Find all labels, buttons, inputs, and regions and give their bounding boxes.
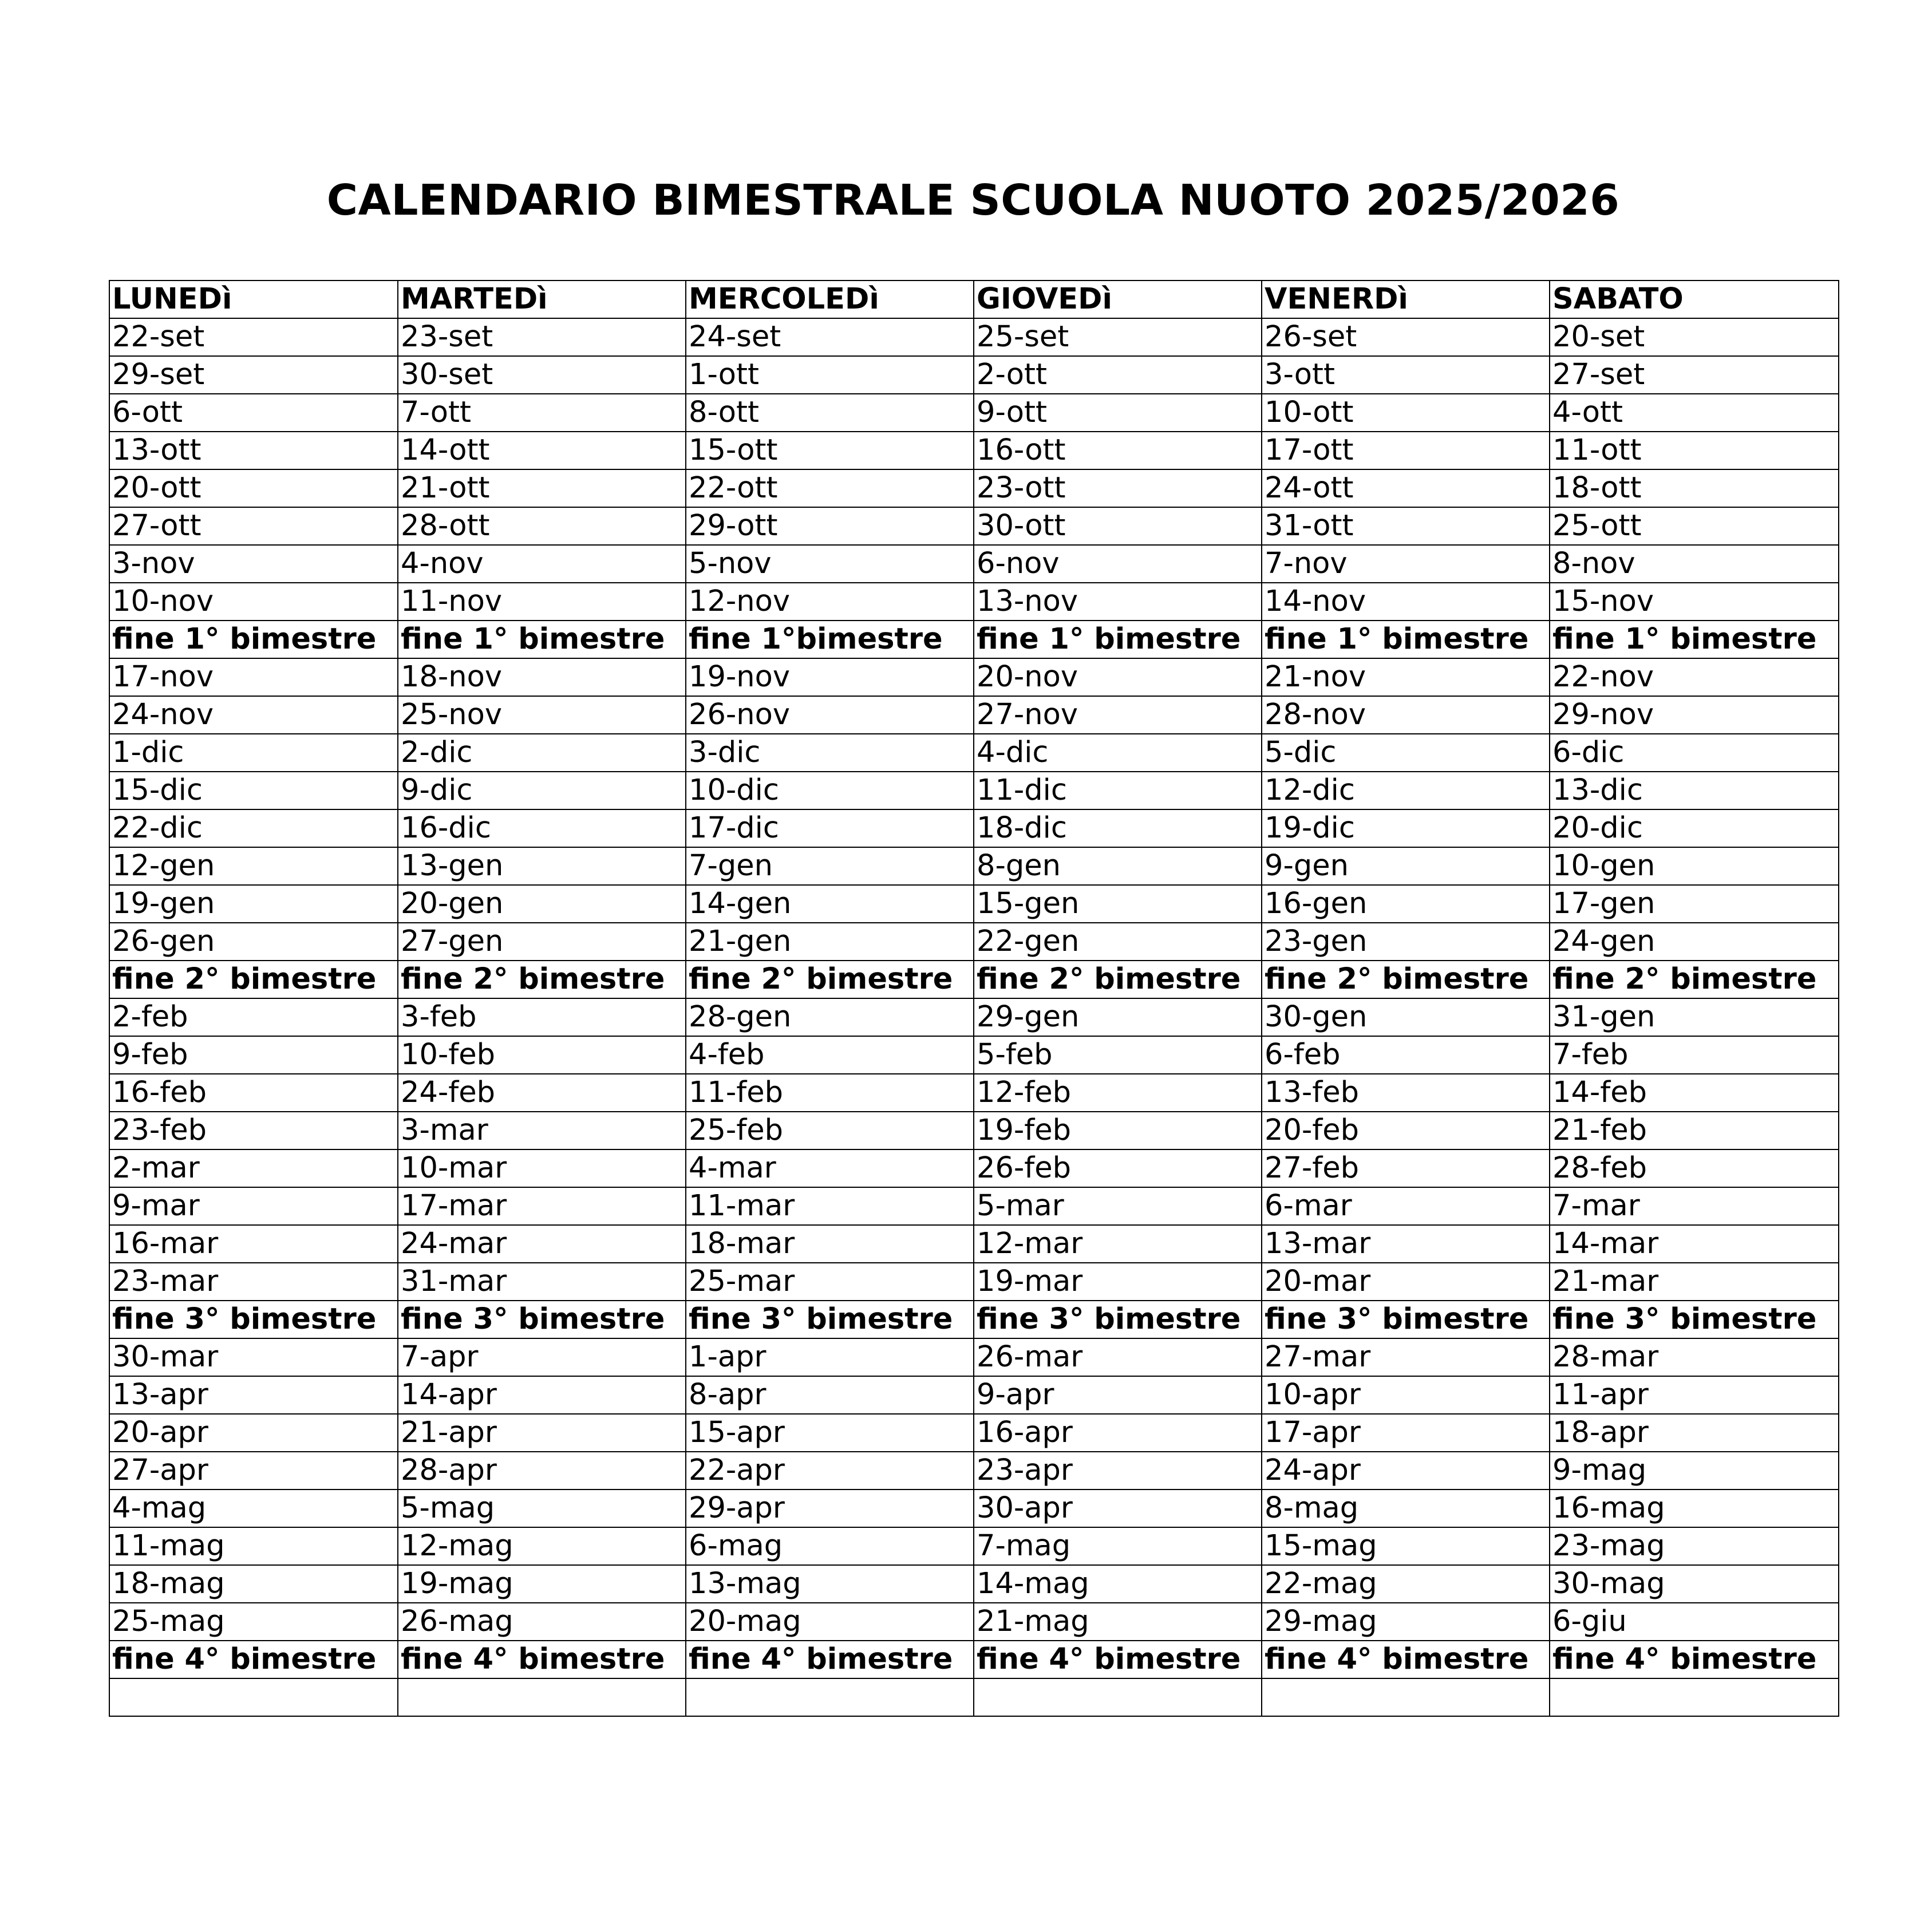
date-cell-friday: 6-mar [1262,1187,1550,1225]
date-cell-tuesday: 25-nov [398,696,686,734]
bimester-end-cell-wednesday: fine 2° bimestre [686,961,974,998]
calendar-body [109,318,1839,1716]
date-cell-friday: 28-nov [1262,696,1550,734]
date-cell-friday: 13-feb [1262,1074,1550,1112]
table-row [109,1074,1839,1112]
date-cell-friday: 7-nov [1262,545,1550,583]
bimester-end-cell-saturday: fine 3° bimestre [1550,1301,1839,1338]
date-cell-wednesday: 3-dic [686,734,974,772]
date-cell-thursday: 13-nov [974,583,1262,621]
bimester-end-cell-friday: fine 3° bimestre [1262,1301,1550,1338]
table-row [109,772,1839,809]
bimester-end-cell-wednesday: fine 3° bimestre [686,1301,974,1338]
table-row [109,885,1839,923]
date-cell-saturday: 24-gen [1550,923,1839,961]
date-cell-saturday: 4-ott [1550,394,1839,432]
date-cell-friday: 30-gen [1262,998,1550,1036]
bimester-end-cell-friday: fine 2° bimestre [1262,961,1550,998]
date-cell-saturday: 11-ott [1550,432,1839,469]
table-row [109,734,1839,772]
date-cell-tuesday: 16-dic [398,809,686,847]
column-header-tuesday: MARTEDì [398,280,686,318]
date-cell-wednesday: 13-mag [686,1565,974,1603]
date-cell-monday: 29-set [109,356,398,394]
table-row [109,318,1839,356]
table-row [109,1603,1839,1641]
table-row [109,469,1839,507]
date-cell-tuesday: 2-dic [398,734,686,772]
date-cell-wednesday: 25-mar [686,1263,974,1301]
date-cell-tuesday: 14-ott [398,432,686,469]
table-row [109,1527,1839,1565]
date-cell-monday [109,1678,398,1716]
date-cell-saturday: 14-mar [1550,1225,1839,1263]
date-cell-monday: 3-nov [109,545,398,583]
date-cell-monday: 11-mag [109,1527,398,1565]
date-cell-tuesday: 11-nov [398,583,686,621]
date-cell-monday: 9-mar [109,1187,398,1225]
date-cell-friday: 9-gen [1262,847,1550,885]
table-row [109,1036,1839,1074]
date-cell-saturday: 9-mag [1550,1452,1839,1490]
bimester-end-cell-wednesday: fine 4° bimestre [686,1641,974,1678]
table-row [109,1565,1839,1603]
date-cell-wednesday: 4-feb [686,1036,974,1074]
date-cell-thursday: 11-dic [974,772,1262,809]
table-row [109,658,1839,696]
date-cell-monday: 17-nov [109,658,398,696]
bimester-end-cell-thursday: fine 4° bimestre [974,1641,1262,1678]
date-cell-friday: 5-dic [1262,734,1550,772]
bimester-end-cell-friday: fine 4° bimestre [1262,1641,1550,1678]
date-cell-wednesday: 4-mar [686,1149,974,1187]
date-cell-friday [1262,1678,1550,1716]
table-row [109,847,1839,885]
column-header-wednesday: MERCOLEDì [686,280,974,318]
date-cell-wednesday: 11-feb [686,1074,974,1112]
date-cell-monday: 9-feb [109,1036,398,1074]
date-cell-tuesday [398,1678,686,1716]
date-cell-monday: 2-mar [109,1149,398,1187]
table-row [109,1338,1839,1376]
date-cell-thursday: 5-mar [974,1187,1262,1225]
bimester-end-cell-monday: fine 2° bimestre [109,961,398,998]
date-cell-thursday: 20-nov [974,658,1262,696]
date-cell-wednesday: 22-apr [686,1452,974,1490]
date-cell-friday: 27-feb [1262,1149,1550,1187]
date-cell-saturday: 6-giu [1550,1603,1839,1641]
date-cell-saturday: 17-gen [1550,885,1839,923]
date-cell-tuesday: 24-mar [398,1225,686,1263]
date-cell-friday: 10-apr [1262,1376,1550,1414]
table-row [109,1414,1839,1452]
date-cell-tuesday: 21-ott [398,469,686,507]
bimester-end-cell-tuesday: fine 4° bimestre [398,1641,686,1678]
date-cell-wednesday: 5-nov [686,545,974,583]
date-cell-tuesday: 28-ott [398,507,686,545]
date-cell-thursday: 22-gen [974,923,1262,961]
date-cell-monday: 2-feb [109,998,398,1036]
date-cell-thursday: 25-set [974,318,1262,356]
date-cell-thursday: 27-nov [974,696,1262,734]
bimester-end-cell-tuesday: fine 3° bimestre [398,1301,686,1338]
column-header-saturday: SABATO [1550,280,1839,318]
column-header-friday: VENERDì [1262,280,1550,318]
bimester-end-cell-tuesday: fine 2° bimestre [398,961,686,998]
date-cell-wednesday: 11-mar [686,1187,974,1225]
date-cell-friday: 10-ott [1262,394,1550,432]
table-row [109,1149,1839,1187]
table-row [109,394,1839,432]
date-cell-monday: 27-ott [109,507,398,545]
date-cell-wednesday: 14-gen [686,885,974,923]
date-cell-wednesday: 19-nov [686,658,974,696]
date-cell-friday: 31-ott [1262,507,1550,545]
bimester-end-cell-tuesday: fine 1° bimestre [398,621,686,658]
date-cell-friday: 22-mag [1262,1565,1550,1603]
date-cell-tuesday: 18-nov [398,658,686,696]
date-cell-tuesday: 10-feb [398,1036,686,1074]
date-cell-saturday: 20-set [1550,318,1839,356]
date-cell-wednesday: 10-dic [686,772,974,809]
date-cell-friday: 12-dic [1262,772,1550,809]
table-row [109,923,1839,961]
date-cell-wednesday: 12-nov [686,583,974,621]
date-cell-tuesday: 27-gen [398,923,686,961]
date-cell-thursday: 9-apr [974,1376,1262,1414]
date-cell-monday: 25-mag [109,1603,398,1641]
date-cell-friday: 15-mag [1262,1527,1550,1565]
date-cell-saturday [1550,1678,1839,1716]
date-cell-friday: 27-mar [1262,1338,1550,1376]
date-cell-tuesday: 19-mag [398,1565,686,1603]
date-cell-wednesday: 21-gen [686,923,974,961]
table-header-row [109,280,1839,318]
date-cell-wednesday: 17-dic [686,809,974,847]
date-cell-thursday: 2-ott [974,356,1262,394]
date-cell-wednesday: 26-nov [686,696,974,734]
date-cell-monday: 1-dic [109,734,398,772]
date-cell-saturday: 23-mag [1550,1527,1839,1565]
date-cell-tuesday: 12-mag [398,1527,686,1565]
date-cell-tuesday: 28-apr [398,1452,686,1490]
bimester-end-row [109,1301,1839,1338]
date-cell-thursday: 16-apr [974,1414,1262,1452]
table-row [109,356,1839,394]
date-cell-saturday: 7-feb [1550,1036,1839,1074]
date-cell-tuesday: 7-ott [398,394,686,432]
date-cell-thursday [974,1678,1262,1716]
date-cell-tuesday: 20-gen [398,885,686,923]
date-cell-wednesday [686,1678,974,1716]
table-row [109,1678,1839,1716]
date-cell-tuesday: 7-apr [398,1338,686,1376]
bimester-end-cell-wednesday: fine 1°bimestre [686,621,974,658]
date-cell-tuesday: 5-mag [398,1490,686,1527]
date-cell-wednesday: 1-apr [686,1338,974,1376]
date-cell-monday: 26-gen [109,923,398,961]
bimester-end-cell-monday: fine 1° bimestre [109,621,398,658]
date-cell-thursday: 18-dic [974,809,1262,847]
date-cell-saturday: 25-ott [1550,507,1839,545]
date-cell-saturday: 28-mar [1550,1338,1839,1376]
bimester-end-cell-saturday: fine 4° bimestre [1550,1641,1839,1678]
table-row [109,809,1839,847]
date-cell-monday: 30-mar [109,1338,398,1376]
date-cell-saturday: 20-dic [1550,809,1839,847]
date-cell-wednesday: 15-apr [686,1414,974,1452]
table-row [109,1225,1839,1263]
date-cell-monday: 23-feb [109,1112,398,1149]
date-cell-monday: 20-ott [109,469,398,507]
date-cell-monday: 19-gen [109,885,398,923]
date-cell-friday: 8-mag [1262,1490,1550,1527]
date-cell-friday: 19-dic [1262,809,1550,847]
bimester-end-row [109,961,1839,998]
date-cell-saturday: 14-feb [1550,1074,1839,1112]
date-cell-thursday: 6-nov [974,545,1262,583]
date-cell-thursday: 7-mag [974,1527,1262,1565]
date-cell-monday: 13-ott [109,432,398,469]
date-cell-thursday: 12-feb [974,1074,1262,1112]
date-cell-monday: 16-mar [109,1225,398,1263]
date-cell-monday: 20-apr [109,1414,398,1452]
date-cell-thursday: 8-gen [974,847,1262,885]
date-cell-tuesday: 23-set [398,318,686,356]
date-cell-friday: 13-mar [1262,1225,1550,1263]
bimester-end-cell-thursday: fine 1° bimestre [974,621,1262,658]
date-cell-friday: 3-ott [1262,356,1550,394]
date-cell-monday: 12-gen [109,847,398,885]
date-cell-friday: 29-mag [1262,1603,1550,1641]
date-cell-thursday: 9-ott [974,394,1262,432]
date-cell-tuesday: 13-gen [398,847,686,885]
date-cell-saturday: 6-dic [1550,734,1839,772]
date-cell-friday: 20-feb [1262,1112,1550,1149]
date-cell-friday: 16-gen [1262,885,1550,923]
table-row [109,1263,1839,1301]
date-cell-monday: 18-mag [109,1565,398,1603]
date-cell-saturday: 7-mar [1550,1187,1839,1225]
bimester-end-cell-monday: fine 4° bimestre [109,1641,398,1678]
date-cell-monday: 15-dic [109,772,398,809]
date-cell-friday: 14-nov [1262,583,1550,621]
date-cell-saturday: 21-feb [1550,1112,1839,1149]
table-row [109,1490,1839,1527]
date-cell-thursday: 23-ott [974,469,1262,507]
date-cell-friday: 21-nov [1262,658,1550,696]
bimester-end-row [109,621,1839,658]
date-cell-friday: 17-ott [1262,432,1550,469]
bimester-end-cell-thursday: fine 3° bimestre [974,1301,1262,1338]
date-cell-wednesday: 1-ott [686,356,974,394]
date-cell-thursday: 26-mar [974,1338,1262,1376]
date-cell-saturday: 31-gen [1550,998,1839,1036]
date-cell-saturday: 10-gen [1550,847,1839,885]
bimester-end-cell-monday: fine 3° bimestre [109,1301,398,1338]
date-cell-wednesday: 7-gen [686,847,974,885]
date-cell-monday: 4-mag [109,1490,398,1527]
date-cell-tuesday: 3-feb [398,998,686,1036]
bimester-end-cell-friday: fine 1° bimestre [1262,621,1550,658]
date-cell-tuesday: 10-mar [398,1149,686,1187]
date-cell-saturday: 11-apr [1550,1376,1839,1414]
date-cell-monday: 13-apr [109,1376,398,1414]
page-title: CALENDARIO BIMESTRALE SCUOLA NUOTO 2025/2026 [326,176,1620,225]
date-cell-tuesday: 31-mar [398,1263,686,1301]
date-cell-wednesday: 24-set [686,318,974,356]
bimester-end-cell-saturday: fine 2° bimestre [1550,961,1839,998]
date-cell-tuesday: 4-nov [398,545,686,583]
date-cell-tuesday: 24-feb [398,1074,686,1112]
date-cell-saturday: 21-mar [1550,1263,1839,1301]
date-cell-saturday: 8-nov [1550,545,1839,583]
bimester-end-cell-saturday: fine 1° bimestre [1550,621,1839,658]
date-cell-saturday: 22-nov [1550,658,1839,696]
date-cell-friday: 17-apr [1262,1414,1550,1452]
date-cell-monday: 24-nov [109,696,398,734]
date-cell-saturday: 18-ott [1550,469,1839,507]
date-cell-saturday: 27-set [1550,356,1839,394]
date-cell-wednesday: 29-apr [686,1490,974,1527]
date-cell-saturday: 16-mag [1550,1490,1839,1527]
table-row [109,1112,1839,1149]
date-cell-thursday: 15-gen [974,885,1262,923]
date-cell-tuesday: 3-mar [398,1112,686,1149]
bimester-end-row [109,1641,1839,1678]
date-cell-friday: 6-feb [1262,1036,1550,1074]
date-cell-tuesday: 21-apr [398,1414,686,1452]
date-cell-thursday: 30-ott [974,507,1262,545]
table-row [109,998,1839,1036]
date-cell-tuesday: 9-dic [398,772,686,809]
date-cell-thursday: 16-ott [974,432,1262,469]
date-cell-tuesday: 14-apr [398,1376,686,1414]
table-row [109,583,1839,621]
date-cell-wednesday: 25-feb [686,1112,974,1149]
date-cell-friday: 20-mar [1262,1263,1550,1301]
date-cell-saturday: 29-nov [1550,696,1839,734]
date-cell-thursday: 14-mag [974,1565,1262,1603]
date-cell-friday: 24-apr [1262,1452,1550,1490]
date-cell-friday: 26-set [1262,318,1550,356]
table-row [109,696,1839,734]
date-cell-monday: 16-feb [109,1074,398,1112]
date-cell-thursday: 19-feb [974,1112,1262,1149]
date-cell-saturday: 30-mag [1550,1565,1839,1603]
date-cell-saturday: 15-nov [1550,583,1839,621]
table-row [109,432,1839,469]
date-cell-monday: 6-ott [109,394,398,432]
date-cell-saturday: 13-dic [1550,772,1839,809]
date-cell-wednesday: 29-ott [686,507,974,545]
date-cell-monday: 10-nov [109,583,398,621]
date-cell-saturday: 18-apr [1550,1414,1839,1452]
date-cell-saturday: 28-feb [1550,1149,1839,1187]
date-cell-monday: 27-apr [109,1452,398,1490]
date-cell-monday: 22-set [109,318,398,356]
date-cell-thursday: 30-apr [974,1490,1262,1527]
calendar-table [109,280,1839,1717]
column-header-monday: LUNEDì [109,280,398,318]
date-cell-thursday: 19-mar [974,1263,1262,1301]
date-cell-monday: 23-mar [109,1263,398,1301]
date-cell-friday: 24-ott [1262,469,1550,507]
date-cell-wednesday: 20-mag [686,1603,974,1641]
date-cell-thursday: 5-feb [974,1036,1262,1074]
table-row [109,1187,1839,1225]
date-cell-friday: 23-gen [1262,923,1550,961]
bimester-end-cell-thursday: fine 2° bimestre [974,961,1262,998]
date-cell-wednesday: 6-mag [686,1527,974,1565]
date-cell-tuesday: 30-set [398,356,686,394]
date-cell-thursday: 29-gen [974,998,1262,1036]
date-cell-wednesday: 8-ott [686,394,974,432]
date-cell-thursday: 21-mag [974,1603,1262,1641]
date-cell-thursday: 4-dic [974,734,1262,772]
date-cell-wednesday: 28-gen [686,998,974,1036]
column-header-thursday: GIOVEDì [974,280,1262,318]
date-cell-monday: 22-dic [109,809,398,847]
table-row [109,1452,1839,1490]
date-cell-wednesday: 18-mar [686,1225,974,1263]
table-row [109,545,1839,583]
date-cell-wednesday: 15-ott [686,432,974,469]
date-cell-wednesday: 22-ott [686,469,974,507]
date-cell-thursday: 12-mar [974,1225,1262,1263]
table-row [109,507,1839,545]
date-cell-thursday: 23-apr [974,1452,1262,1490]
date-cell-wednesday: 8-apr [686,1376,974,1414]
date-cell-tuesday: 17-mar [398,1187,686,1225]
date-cell-tuesday: 26-mag [398,1603,686,1641]
date-cell-thursday: 26-feb [974,1149,1262,1187]
table-row [109,1376,1839,1414]
